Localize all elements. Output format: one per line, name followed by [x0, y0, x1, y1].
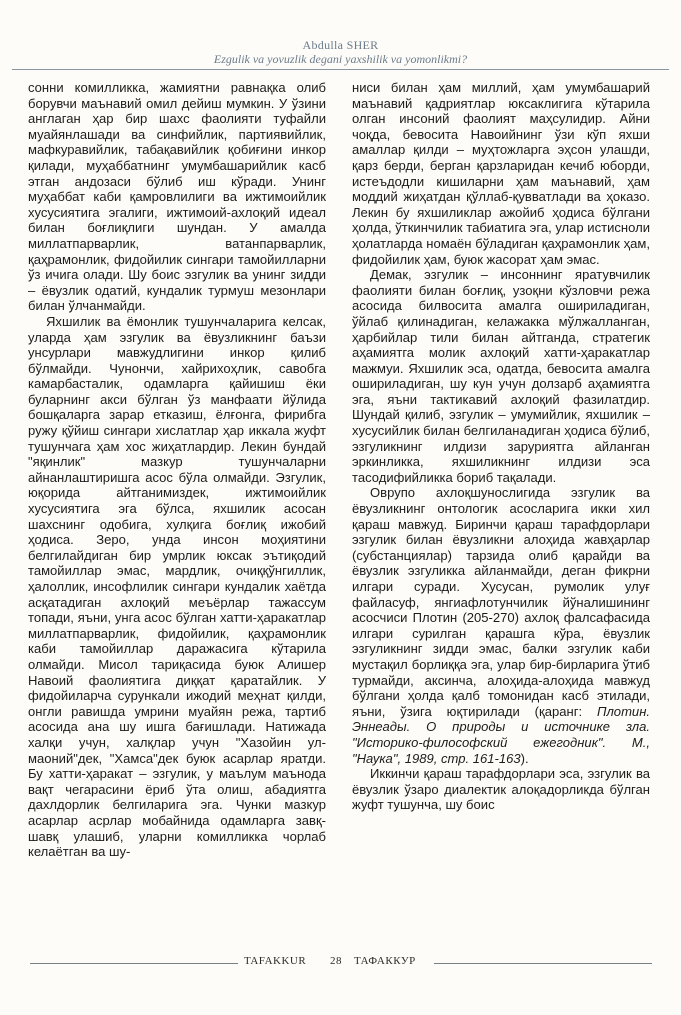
paragraph-text: Оврупо ахлоқшунослигида эзгулик ва ёвузликнинг онтологик асосларига икки хил қараш мавжуд. Биринчи қараш тарафдорлари эзгулик билан ёвузликни алоҳида жавҳарлар (субстанциялар) тарзида олиб қарайди ва ёвузлик эзгуликка айланмайди, деган фикрни илгари суради. Хусусан, румолик улуғ файласуф, янгиафлотунчилик йўналишининг асосчиси Плотин (205-270) ахлоқ фалсафасида илгари сурилган қарашга кўра, ёвузлик эзгуликнинг зидди эмас, балки эзгулик каби мустақил борлиққа эга, улар бир-бирларига ўтиб турмайди, аксинча, алоҳида-алоҳида мавжуд бўлгани ҳолда қалб томонидан касб этилади, яъни, ўзига юқтирилади (қаранг: [352, 485, 650, 719]
article-subtitle: Ezgulik va yovuzlik degani yaxshilik va yomonlikmi? [213, 52, 468, 66]
footer-rule-right [434, 963, 652, 964]
header-rule [12, 69, 669, 70]
running-header [0, 38, 681, 67]
citation: Плотин. Эннеады. О природы и источнике зла. "Историко-философский ежегодник". М., "Наука", 1989, стр. 161-163 [352, 703, 650, 766]
page-footer [0, 955, 681, 971]
paragraph: Иккинчи қараш тарафдорлари эса, эзгулик ва ёвузлик ўзаро диалектик алоқадорликда бўлган жуфт тушунча, шу боис [352, 766, 650, 813]
paragraph-text-end: ). [520, 750, 529, 766]
paragraph: сонни комилликка, жамиятни равнақка олиб борувчи маънавий омил дейиш мумкин. У ўзини англаган ҳар бир шахс фаолияти туфайли муайянлашади ва синфийлик, партиявийлик, мафкуравийлик, табақавийлик қобиғини инкор қилади, муҳаббатнинг умумбашарийлик касб этган андозаси бўлиб иш кўради. Унинг муҳаббат каби қамровлилиги ва ижтимоийлик хусусиятига эгалиги, ижтимоий-ахлоқий идеал билан боғлиқлиги шундан. У амалда миллатпарварлик, ватанпарварлик, қаҳрамонлик, фидойилик сингари тамойилларни ўз ичига олади. Шу боис эзгулик ва унинг зидди – ёвузлик одатий, кундалик турмуш мезонлари билан ўлчанмайди. [28, 80, 326, 314]
paragraph: Яхшилик ва ёмонлик тушунчаларига келсак, уларда ҳам эзгулик ва ёвузликнинг баъзи унсурлари мавжудлигини инкор қилиб бўлмайди. Чунончи, хайрихоҳлик, савобга камарбасталик, одамларга қайишиш ёки буларнинг акси бўлган ўз манфаати йўлида бошқаларга зарар етказиш, ёлғонга, фирибга ружу қўйиш сингари хислатлар ҳар иккала жуфт тушунчага ҳам хос жиҳатлардир. Лекин бундай "яқинлик" мазкур тушунчаларни айнанлаштиришга асос бўла олмайди. Эзгулик, юқорида айтганимиздек, ижтимоийлик хусусиятига эга бўлса, яхшилик асосан шахснинг одобига, хулқига боғлиқ ижобий ҳодиса. Зеро, унда инсон моҳиятини белгилайдиган бир умрлик юксак эътиқодий тамойиллар эмас, мардлик, очиққўнгиллик, ҳалоллик, инсофлилик сингари кундалик хаётда асқатадиган ахлоқий меъёрлар тажассум топади, яъни, унга асос бўлган хатти-ҳаракатлар миллатпарварлик, фидойилик, қаҳрамонлик каби тамойиллар даражасига кўтарила олмайди. Мисол тариқасида буюк Алишер Навоий фаолиятига диққат қаратайлик. У фидойиларча сурункали ижодий меҳнат қилди, онгли равишда умрини муайян режа, тартиб асосида ана шу ишга бағишлади. Натижада халқи учун, халқлар учун "Хазойин ул-маоний"дек, "Хамса"дек буюк асарлар яратди. Бу хатти-ҳаракат – эзгулик, у маълум маънода вақт чегарасини ёриб ўта олиш, абадиятга дахлдорлик белгиларига эга. Чунки мазкур асарлар асрлар мобайнида одамларга завқ-шавқ улашиб, уларни комилликка чорлаб келаётган ва шу- [28, 313, 326, 860]
author-name: Abdulla SHER [302, 38, 379, 52]
paragraph: ниси билан ҳам миллий, ҳам умумбашарий маънавий қадриятлар юксаклигига кўтарила олган инсоний фаолият маҳсулидир. Айни чоқда, бевосита Навоийнинг ўзи кўп яхши амаллар қилди – муҳтожларга эҳсон улашди, қарз берди, берган қарзларидан кечиб юборди, истеъдодли кишиларни ҳам маънавий, ҳам моддий жиҳатдан қўллаб-қувватлади ва ҳоказо. Лекин бу яхшиликлар ажойиб ҳодиса бўлгани ҳолда, ўткинчилик табиатига эга, улар истисноли ҳолатларда номаён бўладиган қаҳрамонлик ҳам, фидойилик ҳам, буюк жасорат ҳам эмас. [352, 80, 650, 267]
page-number: 28 [330, 955, 342, 967]
paragraph [352, 485, 650, 766]
paragraph: Демак, эзгулик – инсоннинг яратувчилик фаолияти билан боғлиқ, узоқни кўзловчи режа асосида билвосита амалга ошириладиган, ўйлаб қилинадиган, келажакка мўлжалланган, ҳарбийлар тили билан айтганда, стратегик аҳамиятга молик ахлоқий хатти-ҳаракатлар мажмуи. Яхшилик эса, одатда, бевосита амалга ошириладиган, шу кун учун долзарб аҳамиятга эга, яъни тактикавий ахлоқий фазилатдир. Шундай қилиб, эзгулик – умумийлик, яхшилик – хусусийлик билан белгиланадиган ҳодиса бўлиб, эзгуликнинг илдизи заруриятга айланган эркинликка, яхшиликнинг илдизи эса тасодифийликка бориб тақалади. [352, 267, 650, 485]
right-column [352, 80, 650, 813]
footer-journal-cyrillic: ТАФАККУР [354, 955, 416, 967]
footer-journal-latin: TAFAKKUR [244, 955, 307, 967]
footer-rule-left [30, 963, 238, 964]
left-column [28, 80, 326, 860]
